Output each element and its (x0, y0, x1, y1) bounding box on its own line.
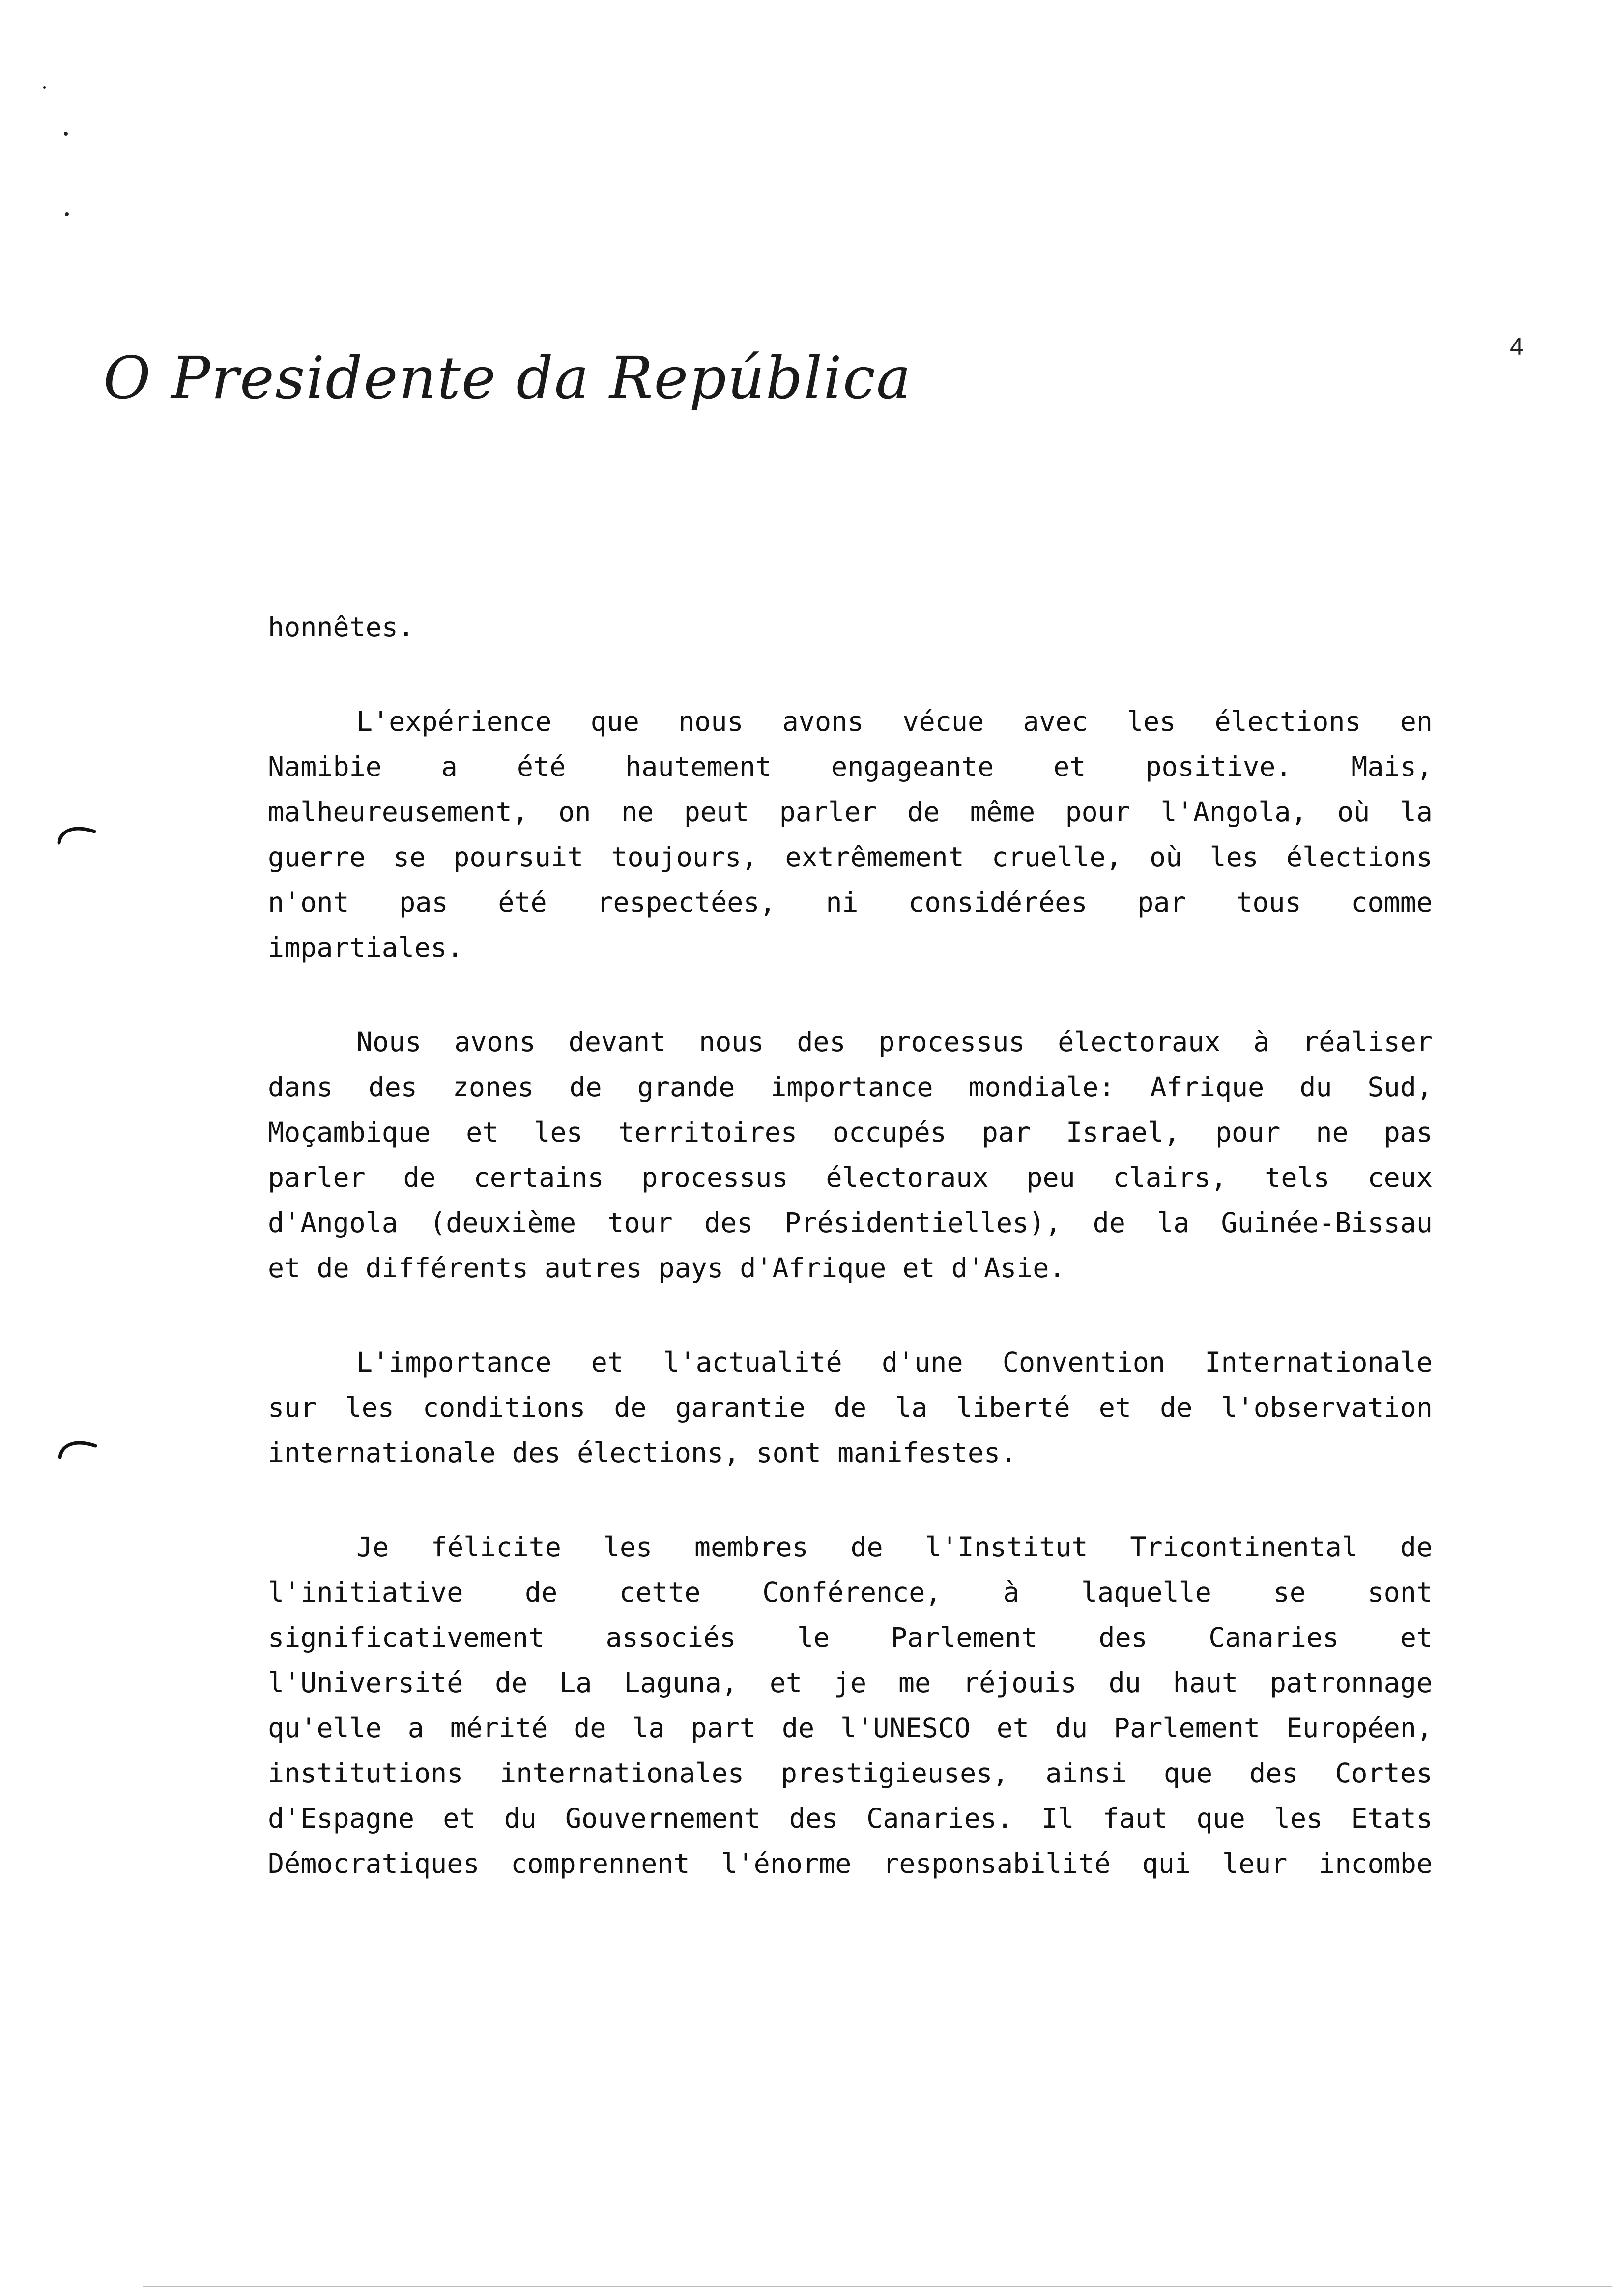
text-line: L'expérience que nous avons vécue avec les élections en (356, 706, 1433, 737)
text-line: l'initiative de cette Conférence, à laquelle se sont (268, 1577, 1433, 1608)
margin-bracket-icon (55, 1435, 99, 1460)
text-line: d'Espagne et du Gouvernement des Canaries. Il faut que les Etats (268, 1803, 1433, 1834)
text-line: Je félicite les membres de l'Institut Tricontinental de (356, 1531, 1433, 1563)
paragraph-3 (268, 1019, 1433, 1291)
letter-body (268, 604, 1433, 1935)
text-line: institutions internationales prestigieuses, ainsi que des Cortes (268, 1757, 1433, 1789)
text-line: honnêtes. (268, 611, 415, 643)
scan-speck (64, 132, 68, 136)
scan-speck (65, 212, 69, 216)
text-line: n'ont pas été respectées, ni considérées par tous comme (268, 887, 1433, 918)
text-line: qu'elle a mérité de la part de l'UNESCO et du Parlement Européen, (268, 1712, 1433, 1744)
text-line: parler de certains processus électoraux peu clairs, tels ceux (268, 1162, 1433, 1193)
text-line: l'Université de La Laguna, et je me réjouis du haut patronnage (268, 1667, 1433, 1698)
margin-bracket-icon (54, 821, 98, 845)
scan-edge-line (143, 2286, 1612, 2287)
text-line: dans des zones de grande importance mondiale: Afrique du Sud, (268, 1071, 1433, 1103)
paragraph-4 (268, 1340, 1433, 1475)
text-line: Nous avons devant nous des processus électoraux à réaliser (356, 1026, 1433, 1058)
text-line: internationale des élections, sont manifestes. (268, 1437, 1017, 1468)
scan-speck (43, 86, 46, 89)
text-line: Namibie a été hautement engageante et positive. Mais, (268, 751, 1433, 782)
page-number: 4 (1510, 333, 1524, 360)
text-line: et de différents autres pays d'Afrique et d'Asie. (268, 1252, 1065, 1284)
letterhead-title: O Presidente da República (103, 344, 912, 412)
text-line: significativement associés le Parlement des Canaries et (268, 1622, 1433, 1653)
text-line: impartiales. (268, 932, 463, 963)
text-line: Moçambique et les territoires occupés par Israel, pour ne pas (268, 1117, 1433, 1148)
text-line: malheureusement, on ne peut parler de même pour l'Angola, où la (268, 796, 1433, 828)
text-line: Démocratiques comprennent l'énorme responsabilité qui leur incombe (268, 1848, 1433, 1879)
paragraph-2 (268, 699, 1433, 970)
text-line: L'importance et l'actualité d'une Convention Internationale (356, 1347, 1433, 1378)
paragraph-5 (268, 1524, 1433, 1886)
text-line: sur les conditions de garantie de la liberté et de l'observation (268, 1392, 1433, 1423)
text-line: d'Angola (deuxième tour des Présidentielles), de la Guinée-Bissau (268, 1207, 1433, 1238)
text-line: guerre se poursuit toujours, extrêmement cruelle, où les élections (268, 841, 1433, 873)
paragraph-1 (268, 604, 1433, 650)
